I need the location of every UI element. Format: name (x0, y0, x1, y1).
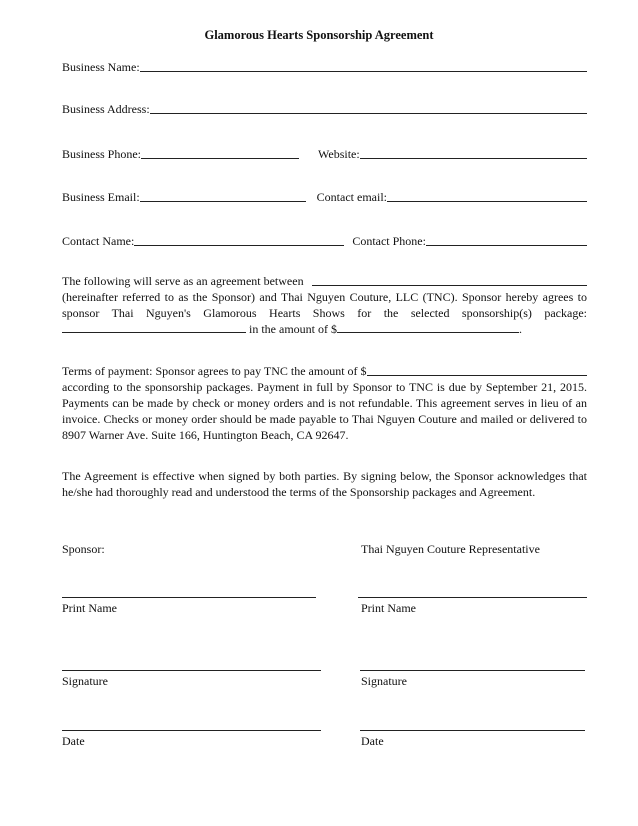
tnc-date-label: Date (361, 734, 384, 748)
phone-website-row (62, 146, 587, 162)
document-title: Glamorous Hearts Sponsorship Agreement (204, 28, 434, 42)
business-email-field[interactable] (140, 189, 306, 202)
sponsor-print-name-line[interactable] (62, 597, 316, 598)
website-label: Website: (318, 147, 360, 161)
sponsor-signature-line[interactable] (62, 670, 321, 671)
amount-field[interactable] (337, 321, 519, 333)
agreement-period: . (518, 322, 522, 336)
sponsor-signature-label: Signature (62, 674, 108, 688)
business-address-row (62, 101, 587, 117)
sponsor-heading: Sponsor: (62, 542, 105, 556)
tnc-signature-label: Signature (361, 674, 407, 688)
payment-amount-field[interactable] (367, 363, 587, 376)
contact-email-field[interactable] (387, 189, 587, 202)
effective-paragraph: The Agreement is effective when signed by both parties. By signing below, the Sponsor acknowledges that he/she had thoroughly read and understood the terms of the Sponsorship packages and Agreement. (62, 469, 587, 499)
business-address-field[interactable] (150, 101, 587, 114)
contact-email-label: Contact email: (316, 190, 387, 204)
agreement-first-line (62, 273, 587, 289)
business-phone-field[interactable] (141, 146, 299, 159)
agreement-intro: The following will serve as an agreement between (62, 274, 304, 288)
business-name-row (62, 59, 587, 75)
tnc-heading: Thai Nguyen Couture Representative (361, 542, 540, 556)
business-name-label: Business Name: (62, 60, 140, 74)
agreement-paragraph (62, 289, 587, 337)
payment-intro: Terms of payment: Sponsor agrees to pay TNC the amount of $ (62, 364, 367, 378)
sponsor-date-label: Date (62, 734, 85, 748)
package-field[interactable] (62, 321, 246, 333)
contact-row (62, 233, 587, 249)
tnc-print-name-line[interactable] (358, 597, 587, 598)
tnc-print-name-label: Print Name (361, 601, 416, 615)
contact-phone-field[interactable] (426, 233, 587, 246)
website-field[interactable] (360, 146, 587, 159)
payment-first-line (62, 363, 587, 379)
contact-name-field[interactable] (134, 233, 344, 246)
email-row (62, 189, 587, 205)
contact-phone-label: Contact Phone: (352, 234, 426, 248)
business-email-label: Business Email: (62, 190, 140, 204)
agreement-party-field[interactable] (312, 273, 587, 286)
tnc-date-line[interactable] (360, 730, 585, 731)
business-phone-label: Business Phone: (62, 147, 142, 161)
amount-label: in the amount of $ (249, 322, 337, 336)
business-name-field[interactable] (140, 59, 587, 72)
sponsor-date-line[interactable] (62, 730, 321, 731)
contact-name-label: Contact Name: (62, 234, 135, 248)
business-address-label: Business Address: (62, 102, 150, 116)
agreement-body: (hereinafter referred to as the Sponsor) and Thai Nguyen Couture, LLC (TNC). Sponsor hereby agrees to sponsor Thai Nguyen's Glamorous Hearts Shows for the selected sponsorship(s) package: (62, 290, 587, 320)
sponsor-print-name-label: Print Name (62, 601, 117, 615)
tnc-signature-line[interactable] (360, 670, 585, 671)
payment-paragraph: according to the sponsorship packages. Payment in full by Sponsor to TNC is due by September 21, 2015. Payments can be made by check or money orders and is not refundable. This agreement serves in lieu of an invoice. Checks or money order should be made payable to Thai Nguyen Couture and mailed or delivered to 8907 Warner Ave. Suite 166, Huntington Beach, CA 92647. (62, 380, 587, 442)
